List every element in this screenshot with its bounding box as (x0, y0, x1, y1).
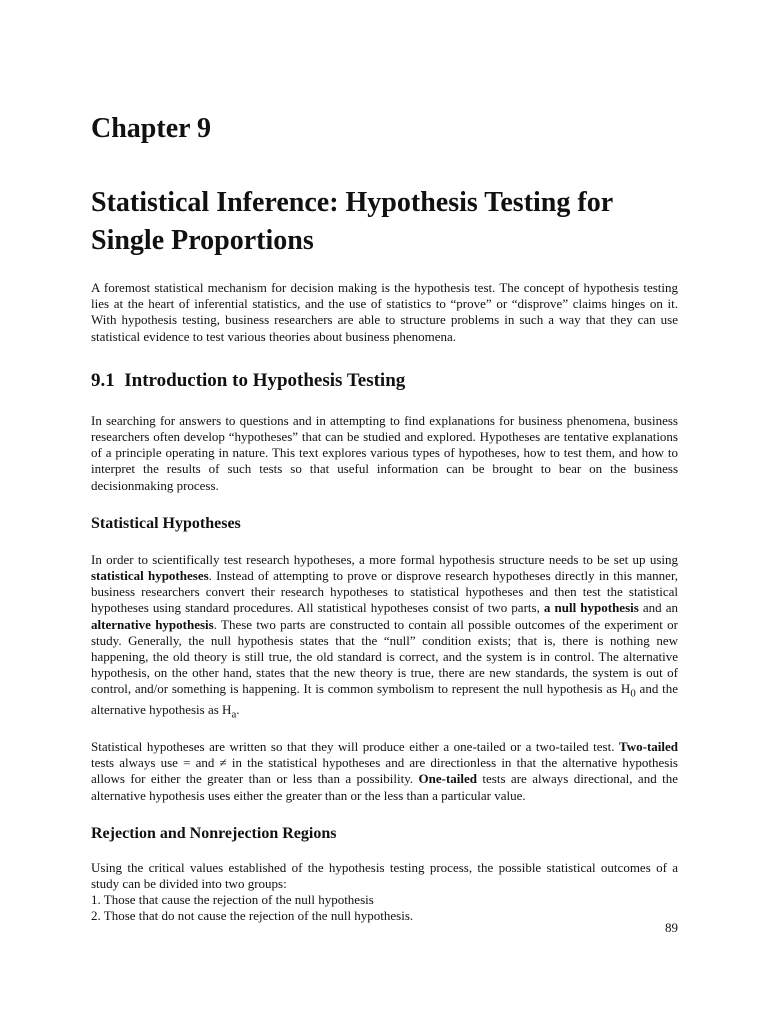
list-item: 2. Those that do not cause the rejection of the null hypothesis. (91, 908, 414, 924)
page-number: 89 (665, 920, 678, 935)
chapter-title (91, 184, 678, 260)
text-run: and the alternative hypothesis as H (91, 681, 678, 718)
chapter-heading: Chapter 9 (91, 113, 212, 144)
text-run: . (236, 702, 240, 718)
term-statistical-hypotheses: statistical hypotheses (91, 568, 209, 584)
rejection-regions-heading: Rejection and Nonrejection Regions (91, 824, 337, 842)
section-heading (91, 369, 678, 393)
section-number: 9.1 (91, 369, 115, 391)
page-content (91, 112, 678, 925)
term-one-tailed: One-tailed (418, 771, 478, 787)
subscript-a: a (231, 708, 237, 721)
statistical-hypotheses-heading: Statistical Hypotheses (91, 514, 241, 532)
chapter-title-line-1: Statistical Inference: Hypothesis Testing for (91, 187, 614, 218)
text-run: tests always use = and ≠ in the statistical hypotheses and are directionless in that the alternative hypothesis allows for either the greater than or less than a possibility. (91, 755, 678, 787)
text-run: Statistical hypotheses are written so that they will produce either a one-tailed or a two-tailed test. (91, 739, 620, 755)
chapter-title-line-2: Single Proportions (91, 225, 314, 256)
term-two-tailed: Two-tailed (619, 739, 678, 755)
statistical-hypotheses-paragraph-1 (91, 552, 678, 723)
text-run: In order to scientifically test research hypotheses, a more formal hypothesis structure needs to be set up using (91, 551, 678, 567)
list-item: 1. Those that cause the rejection of the null hypothesis (91, 892, 374, 908)
section-paragraph: In searching for answers to questions and in attempting to find explanations for business phenomena, business researchers often develop “hypotheses” that can be studied and explored. Hypotheses are tentative explanations of a principle operating in nature. This text explores various types of hypotheses, how to test them, and how to interpret the results of such tests so that useful information can be brought to bear on the business decisionmaking process. (91, 412, 678, 493)
subscript-zero: 0 (630, 688, 636, 701)
outcome-list (91, 892, 678, 924)
statistical-hypotheses-paragraph-2 (91, 739, 678, 804)
text-run: . Instead of attempting to prove or disprove research hypotheses directly in this manner, business researchers convert their research hypotheses to statistical hypotheses and then test the statistical hypotheses using standard procedures. All statistical hypotheses consist of two parts, (91, 568, 679, 616)
intro-paragraph: A foremost statistical mechanism for decision making is the hypothesis test. The concept of hypothesis testing lies at the heart of inferential statistics, and the use of statistics to “prove” or “disprove” claims hinges on it. With hypothesis testing, business researchers are able to structure problems in such a way that they can use statistical evidence to test various theories about business phenomena. (91, 280, 678, 344)
section-title: Introduction to Hypothesis Testing (124, 369, 406, 391)
term-null-hypothesis: a null hypothesis (543, 600, 639, 616)
text-run: and an (638, 600, 679, 616)
term-alternative-hypothesis: alternative hypothesis (91, 616, 214, 632)
text-run: . These two parts are constructed to contain all possible outcomes of the experiment or study. Generally, the null hypothesis states that the “null” condition exists; that is, there is nothing new happening, the old theory is still true, the old standard is correct, and the system is in control. The alternative hypothesis, on the other hand, states that the new theory is true, there are new standards, the system is out of control, and/or something is happening. It is common symbolism to represent the null hypothesis as H (91, 616, 678, 697)
rejection-paragraph: Using the critical values established of the hypothesis testing process, the possible statistical outcomes of a study can be divided into two groups: (91, 859, 678, 892)
text-run: tests are always directional, and the alternative hypothesis uses either the greater than or the less than a particular value. (91, 771, 678, 803)
